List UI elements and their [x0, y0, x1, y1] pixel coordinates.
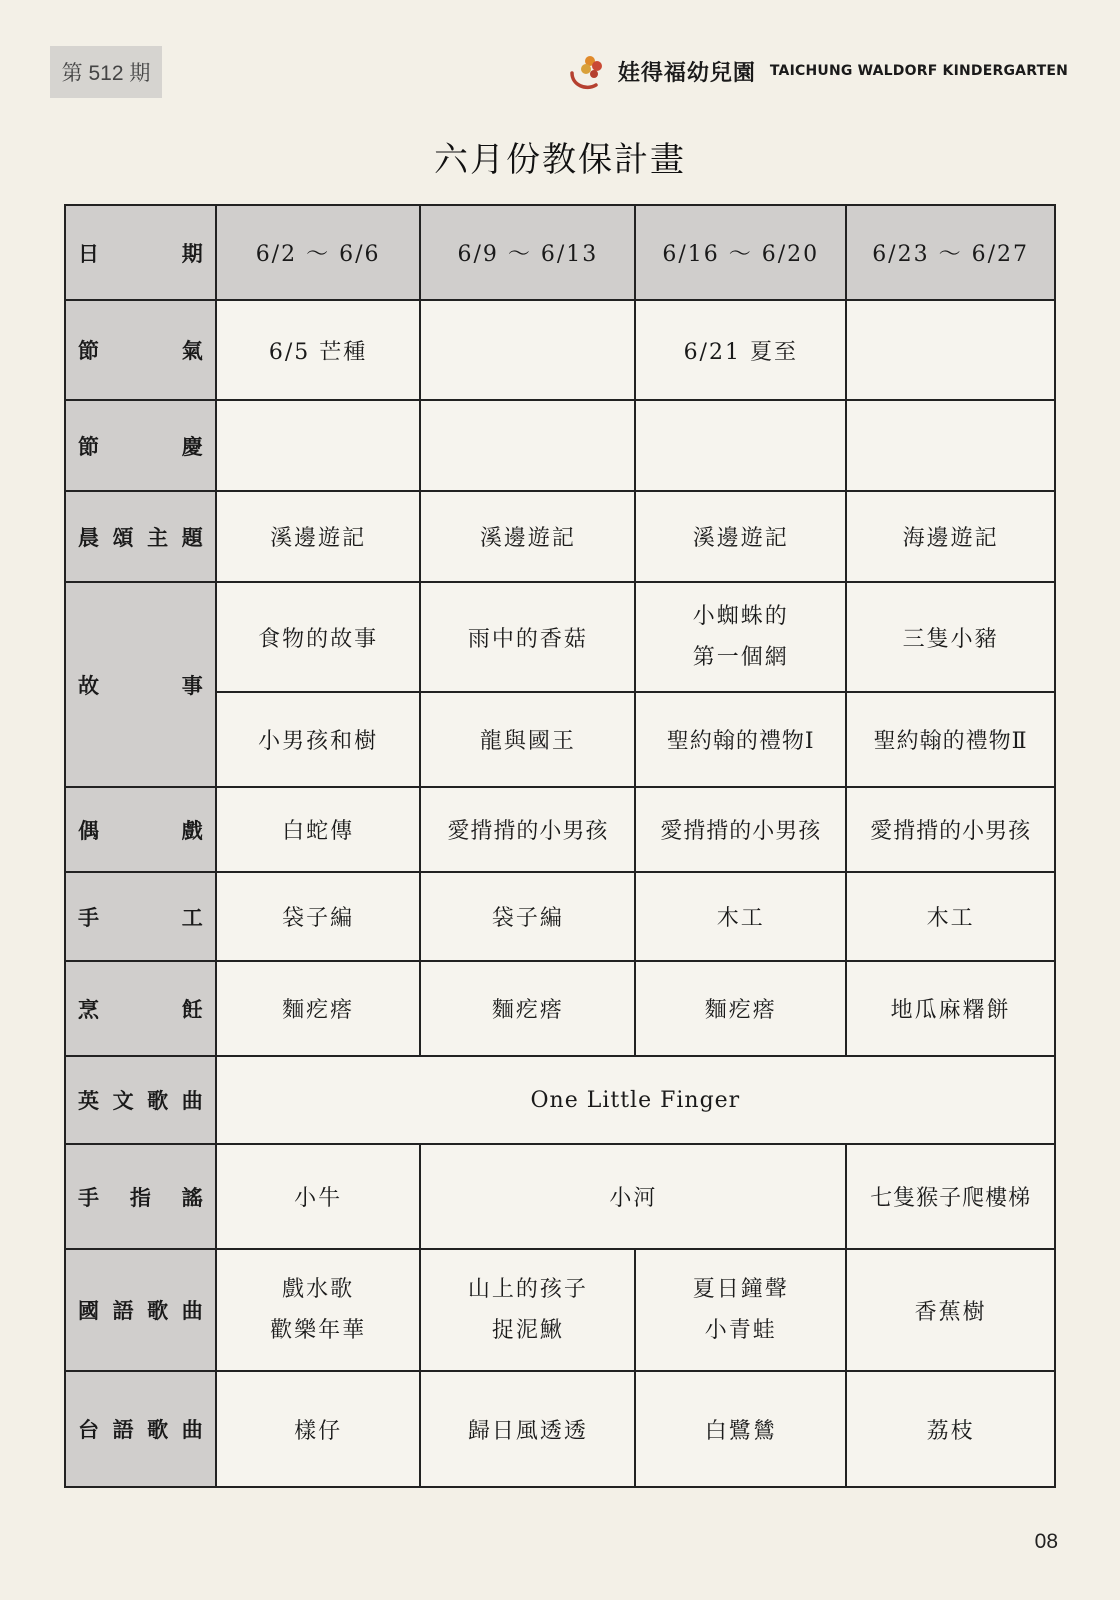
table-row-handwork — [65, 872, 1055, 961]
table-row-english-song — [65, 1056, 1055, 1144]
cell-morning-theme-3: 溪邊遊記 — [635, 491, 846, 582]
cell-puppet-1: 白蛇傳 — [216, 787, 421, 872]
cell-cooking-4: 地瓜麻糬餅 — [846, 961, 1055, 1056]
kindergarten-logo-icon — [566, 49, 610, 93]
cell-mandarin-song-3: 夏日鐘聲 小青蛙 — [635, 1249, 846, 1371]
cell-story-1-week-2: 雨中的香菇 — [420, 582, 635, 692]
table-row-puppet — [65, 787, 1055, 872]
cell-story-1-week-1: 食物的故事 — [216, 582, 421, 692]
cell-taiwanese-song-1: 樣仔 — [216, 1371, 421, 1487]
cell-finger-play-2: 小河 — [420, 1144, 846, 1249]
cell-morning-theme-1: 溪邊遊記 — [216, 491, 421, 582]
brand-name-chinese: 娃得福幼兒園 — [617, 60, 756, 86]
cell-puppet-4: 愛揹揹的小男孩 — [846, 787, 1055, 872]
brand-name-english: TAICHUNG WALDORF KINDERGARTEN — [769, 63, 1068, 79]
table-row-festival — [65, 400, 1055, 491]
row-header-taiwanese-song: 台 語 歌 曲 — [65, 1371, 216, 1487]
cell-morning-theme-4: 海邊遊記 — [846, 491, 1055, 582]
row-header-puppet: 偶 戲 — [65, 787, 216, 872]
cell-story-2-week-4: 聖約翰的禮物Ⅱ — [846, 692, 1055, 787]
cell-morning-theme-2: 溪邊遊記 — [420, 491, 635, 582]
table-row-story-1 — [65, 582, 1055, 692]
column-header-week-4: 6/23 ～ 6/27 — [846, 205, 1055, 300]
issue-badge: 第 512 期 — [50, 46, 162, 98]
cell-solar-term-2 — [420, 300, 635, 400]
cell-handwork-1: 袋子編 — [216, 872, 421, 961]
cell-taiwanese-song-3: 白鷺鷥 — [635, 1371, 846, 1487]
cell-puppet-3: 愛揹揹的小男孩 — [635, 787, 846, 872]
cell-handwork-4: 木工 — [846, 872, 1055, 961]
education-plan-table — [64, 204, 1056, 1488]
cell-mandarin-song-2: 山上的孩子 捉泥鰍 — [420, 1249, 635, 1371]
cell-story-2-week-2: 龍與國王 — [420, 692, 635, 787]
table-row-dates — [65, 205, 1055, 300]
cell-cooking-3: 麵疙瘩 — [635, 961, 846, 1056]
table-row-finger-play — [65, 1144, 1055, 1249]
page-title: 六月份教保計畫 — [434, 140, 686, 180]
cell-taiwanese-song-2: 歸日風透透 — [420, 1371, 635, 1487]
row-header-story: 故 事 — [65, 582, 216, 787]
cell-solar-term-1: 6/5 芒種 — [216, 300, 421, 400]
cell-taiwanese-song-4: 荔枝 — [846, 1371, 1055, 1487]
cell-story-1-week-3: 小蜘蛛的 第一個網 — [635, 582, 846, 692]
cell-mandarin-song-4: 香蕉樹 — [846, 1249, 1055, 1371]
page-number: 08 — [1034, 1530, 1058, 1553]
table-row-mandarin-song — [65, 1249, 1055, 1371]
column-header-week-2: 6/9 ～ 6/13 — [420, 205, 635, 300]
column-header-week-3: 6/16 ～ 6/20 — [635, 205, 846, 300]
table-row-taiwanese-song — [65, 1371, 1055, 1487]
cell-solar-term-4 — [846, 300, 1055, 400]
row-header-cooking: 烹 飪 — [65, 961, 216, 1056]
cell-handwork-3: 木工 — [635, 872, 846, 961]
cell-mandarin-song-1: 戲水歌 歡樂年華 — [216, 1249, 421, 1371]
table-row-solar-term — [65, 300, 1055, 400]
cell-cooking-2: 麵疙瘩 — [420, 961, 635, 1056]
row-header-mandarin-song: 國 語 歌 曲 — [65, 1249, 216, 1371]
row-header-morning-theme: 晨 頌 主 題 — [65, 491, 216, 582]
cell-story-2-week-1: 小男孩和樹 — [216, 692, 421, 787]
cell-solar-term-3: 6/21 夏至 — [635, 300, 846, 400]
cell-festival-3 — [635, 400, 846, 491]
cell-story-2-week-3: 聖約翰的禮物Ⅰ — [635, 692, 846, 787]
cell-puppet-2: 愛揹揹的小男孩 — [420, 787, 635, 872]
table-row-morning-theme — [65, 491, 1055, 582]
brand-header — [566, 48, 1068, 94]
cell-festival-1 — [216, 400, 421, 491]
cell-cooking-1: 麵疙瘩 — [216, 961, 421, 1056]
row-header-solar-term: 節 氣 — [65, 300, 216, 400]
cell-story-1-week-4: 三隻小豬 — [846, 582, 1055, 692]
cell-finger-play-1: 小牛 — [216, 1144, 421, 1249]
row-header-english-song: 英 文 歌 曲 — [65, 1056, 216, 1144]
cell-english-song: One Little Finger — [216, 1056, 1055, 1144]
row-header-handwork: 手 工 — [65, 872, 216, 961]
cell-festival-4 — [846, 400, 1055, 491]
cell-handwork-2: 袋子編 — [420, 872, 635, 961]
row-header-date: 日 期 — [65, 205, 216, 300]
row-header-festival: 節 慶 — [65, 400, 216, 491]
row-header-finger-play: 手 指 謠 — [65, 1144, 216, 1249]
cell-festival-2 — [420, 400, 635, 491]
column-header-week-1: 6/2 ～ 6/6 — [216, 205, 421, 300]
cell-finger-play-3: 七隻猴子爬樓梯 — [846, 1144, 1055, 1249]
table-row-cooking — [65, 961, 1055, 1056]
